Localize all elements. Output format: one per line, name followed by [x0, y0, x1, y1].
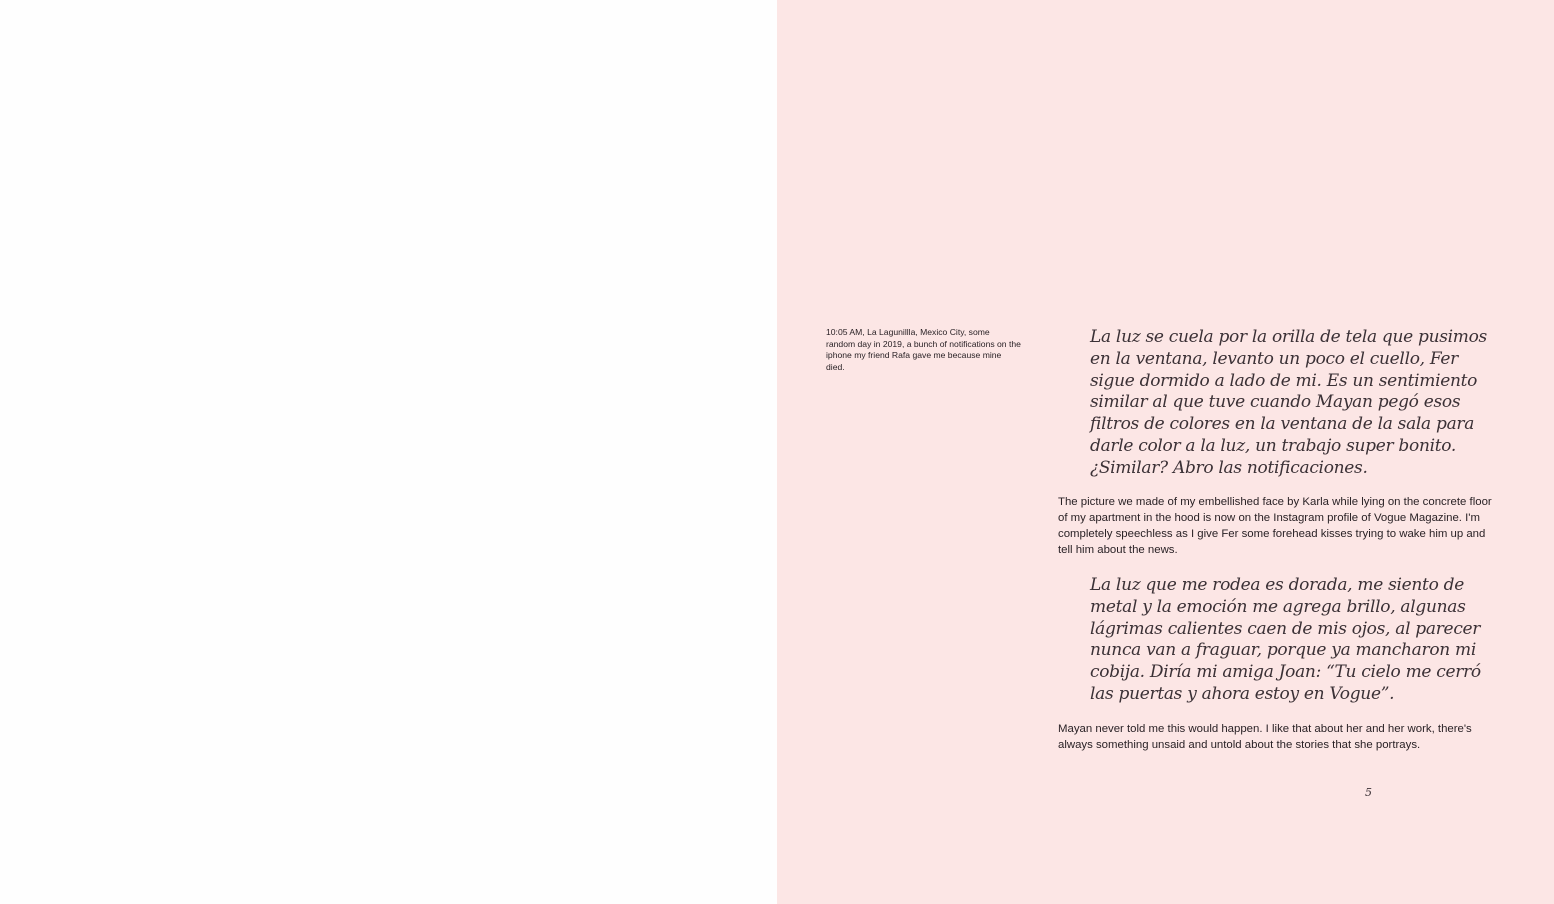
photo-caption: 10:05 AM, La Lagunillla, Mexico City, some random day in 2019, a bunch of notifications on the iphone my friend Rafa gave me because mine died. — [826, 327, 1021, 372]
right-page — [777, 0, 1554, 904]
page-number: 5 — [1365, 786, 1372, 799]
spanish-quote-2: La luz que me rodea es dorada, me siento de metal y la emoción me agrega brillo, algunas lágrimas calientes caen de mis ojos, al parecer nunca van a fraguar, porque ya mancharon mi cobija. Diría mi amiga Joan: “Tu cielo me cerró las puertas y ahora estoy en Vogue”. — [1090, 575, 1481, 704]
spanish-quote-1: La luz se cuela por la orilla de tela que pusimos en la ventana, levanto un poco el cuello, Fer sigue dormido a lado de mi. Es un sentimiento similar al que tuve cuando Mayan pegó esos filtros de colores en la ventana de la sala para darle color a la luz, un trabajo super bonito. ¿Similar? Abro las notificaciones. — [1090, 327, 1487, 478]
body-paragraph-2: Mayan never told me this would happen. I like that about her and her work, there's always something unsaid and untold about the stories that she portrays. — [1058, 723, 1472, 751]
body-paragraph-1: The picture we made of my embellished face by Karla while lying on the concrete floor of my apartment in the hood is now on the Instagram profile of Vogue Magazine. I'm completely speechless as I give Fer some forehead kisses trying to wake him up and tell him about the news. — [1058, 496, 1492, 556]
